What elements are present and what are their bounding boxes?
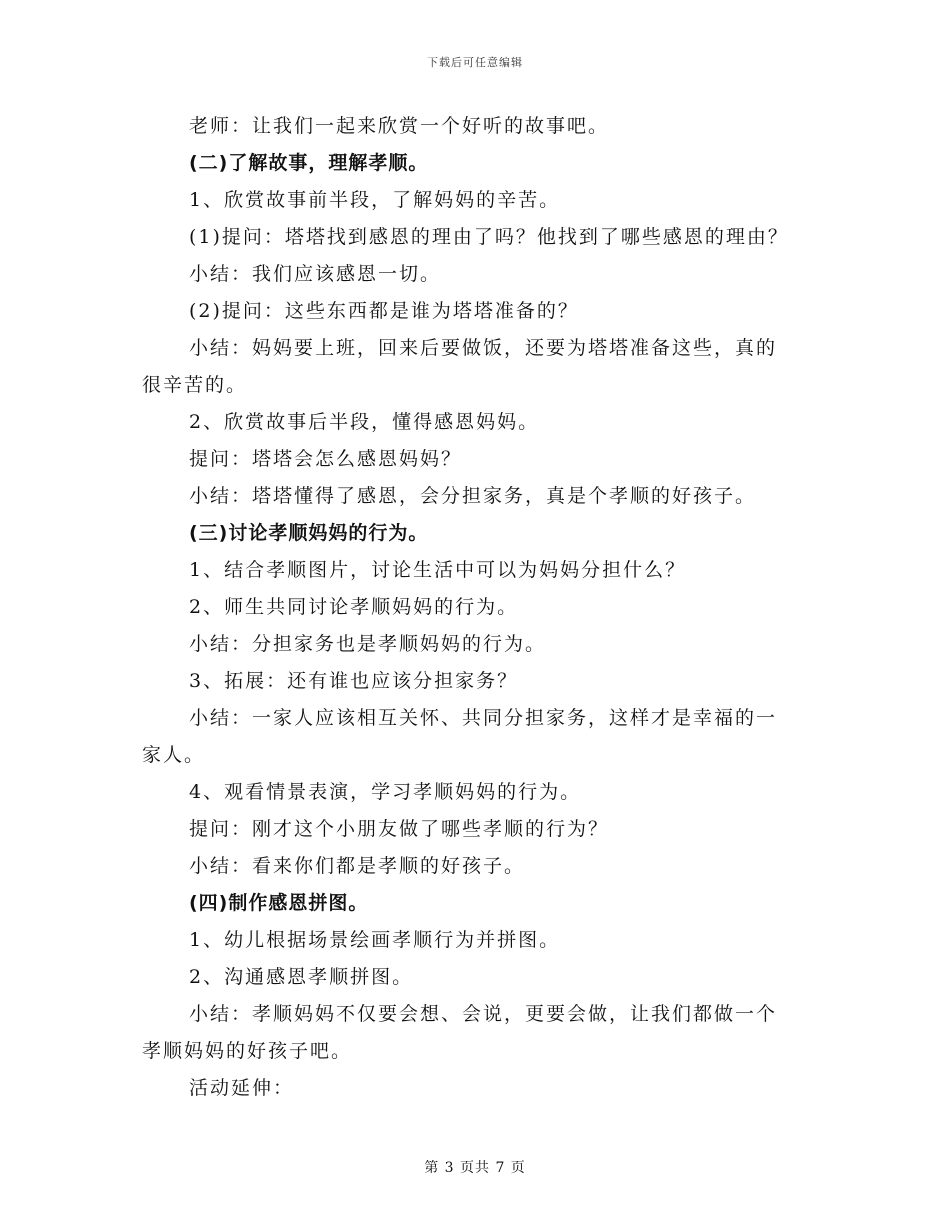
paragraph: 小结：妈妈要上班，回来后要做饭，还要为塔塔准备这些，真的: [189, 337, 778, 359]
paragraph-continuation: 很辛苦的。: [142, 374, 248, 396]
paragraph: 3、拓展：还有谁也应该分担家务？: [189, 670, 519, 692]
paragraph-continuation: 孝顺妈妈的好孩子吧。: [142, 1040, 353, 1062]
paragraph: 2、师生共同讨论孝顺妈妈的行为。: [189, 596, 519, 618]
paragraph: (1)提问：塔塔找到感恩的理由了吗？他找到了哪些感恩的理由？: [189, 226, 789, 248]
paragraph: 小结：塔塔懂得了感恩，会分担家务，真是个孝顺的好孩子。: [189, 485, 757, 507]
paragraph: 小结：孝顺妈妈不仅要会想、会说，更要会做，让我们都做一个: [189, 1003, 778, 1025]
section-heading: (二)了解故事，理解孝顺。: [189, 152, 429, 174]
paragraph: 4、观看情景表演，学习孝顺妈妈的行为。: [189, 781, 582, 803]
paragraph: 活动延伸：: [189, 1077, 295, 1099]
paragraph: 1、幼儿根据场景绘画孝顺行为并拼图。: [189, 929, 561, 951]
paragraph: 提问：塔塔会怎么感恩妈妈？: [189, 448, 463, 470]
paragraph: 小结：一家人应该相互关怀、共同分担家务，这样才是幸福的一: [189, 707, 778, 729]
paragraph: 提问：刚才这个小朋友做了哪些孝顺的行为？: [189, 818, 610, 840]
paragraph: 2、沟通感恩孝顺拼图。: [189, 966, 414, 988]
paragraph: (2)提问：这些东西都是谁为塔塔准备的？: [189, 300, 579, 322]
paragraph: 小结：分担家务也是孝顺妈妈的行为。: [189, 633, 547, 655]
paragraph: 老师：让我们一起来欣赏一个好听的故事吧。: [189, 115, 610, 137]
section-heading: (四)制作感恩拼图。: [189, 892, 369, 914]
paragraph: 小结：我们应该感恩一切。: [189, 263, 442, 285]
page-footer: 第 3 页共 7 页: [424, 1160, 526, 1176]
paragraph: 2、欣赏故事后半段，懂得感恩妈妈。: [189, 411, 540, 433]
paragraph: 1、结合孝顺图片，讨论生活中可以为妈妈分担什么？: [189, 559, 687, 581]
paragraph: 1、欣赏故事前半段，了解妈妈的辛苦。: [189, 189, 561, 211]
section-heading: (三)讨论孝顺妈妈的行为。: [189, 522, 429, 544]
page-header: 下载后可任意编辑: [427, 56, 523, 69]
paragraph: 小结：看来你们都是孝顺的好孩子。: [189, 855, 526, 877]
paragraph-continuation: 家人。: [142, 744, 206, 766]
